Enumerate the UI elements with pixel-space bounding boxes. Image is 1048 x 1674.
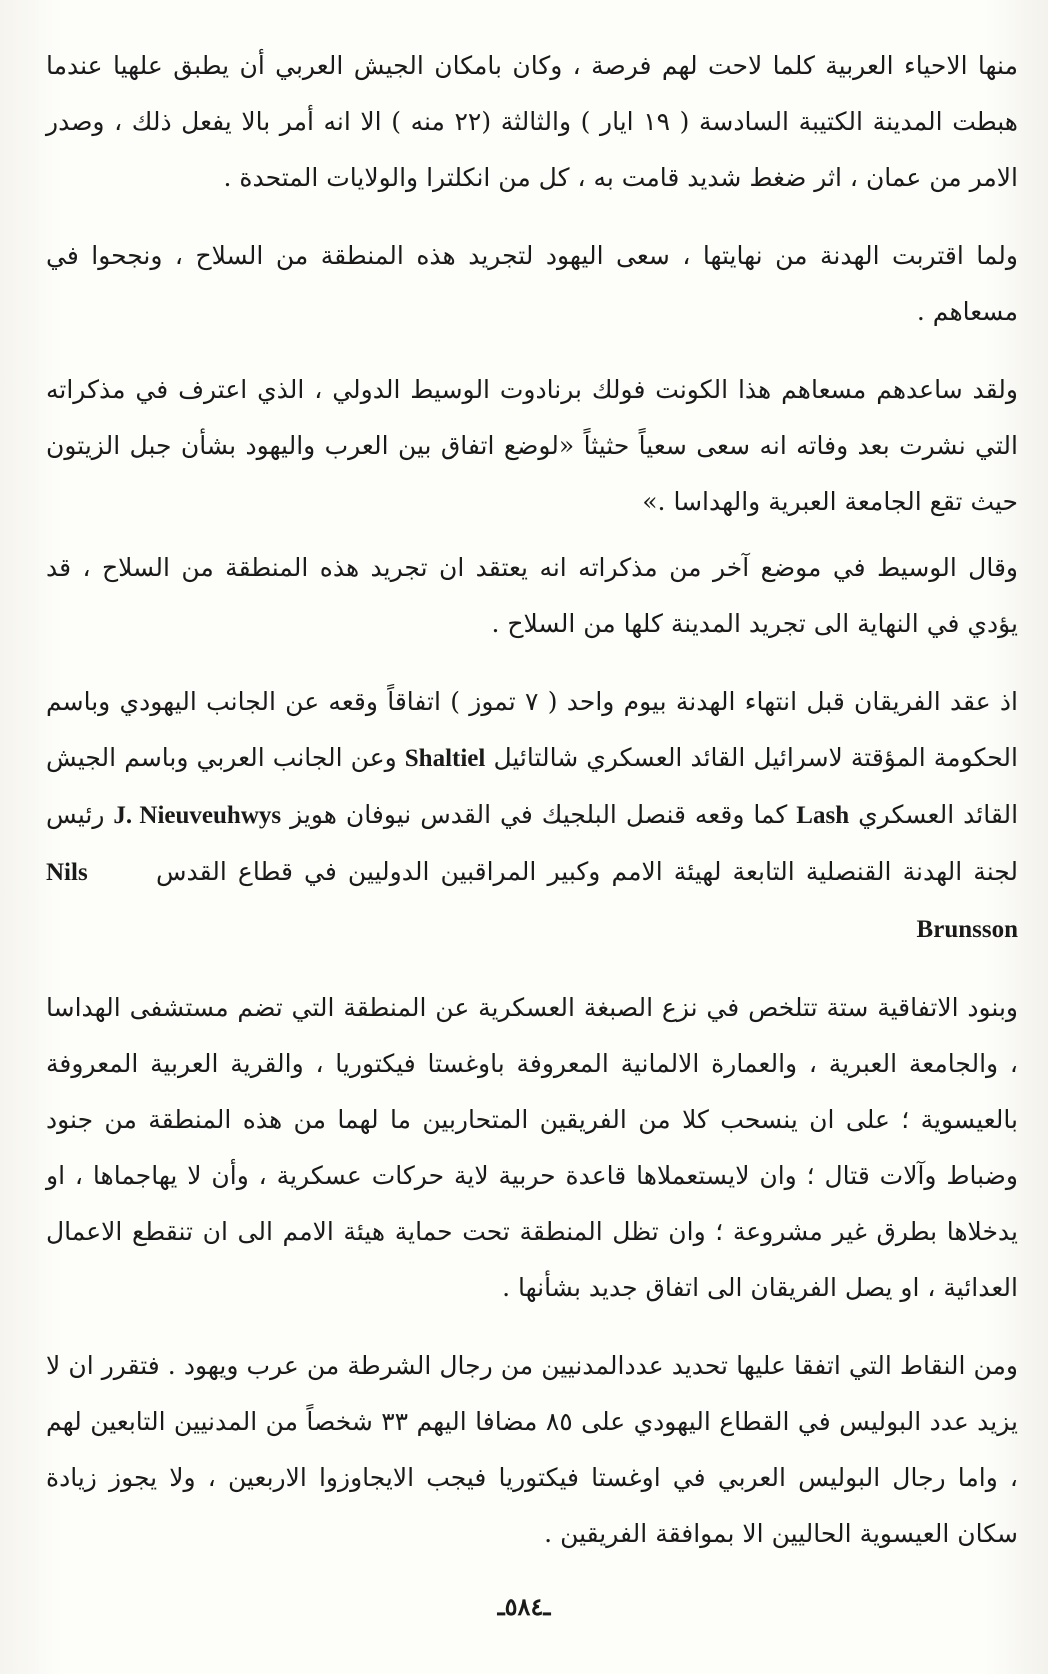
name-lash: Lash [796, 802, 850, 829]
paragraph-mediator: وقال الوسيط في موضع آخر من مذكراته انه يعتقد ان تجريد هذه المنطقة من السلاح ، قد يؤدي في النهاية الى تجريد المدينة كلها من السلاح . [46, 553, 1018, 638]
agreement-text-2: وعن الجانب العربي وباسم الجيش القائد العسكري [46, 743, 1019, 829]
name-nieuveuhwys: J. Nieuveuhwys [113, 802, 282, 829]
paragraph-police: ومن النقاط التي اتفقا عليها تحديد عددالمدنيين من رجال الشرطة من عرب ويهود . فتقرر ان لا يزيد عدد البوليس في القطاع اليهودي على ٨٥ مضافا اليهم ٣٣ شخصاً من المدنيين التابعين لهم ، واما رجال البوليس العربي في اوغستا فيكتوريا فيجب الايجاوزوا الاربعين ، ولا يجوز زيادة سكان العيسوية الحاليين الا بموافقة الفريقين . [46, 1351, 1018, 1548]
agreement-text-4: رئيس لجنة الهدنة القنصلية التابعة لهيئة الامم وكبير المراقبين الدوليين في قطاع القدس [46, 800, 1018, 886]
paragraph-terms: وبنود الاتفاقية ستة تتلخص في نزع الصبغة العسكرية عن المنطقة التي تضم مستشفى الهداسا ، والجامعة العبرية ، والعمارة الالمانية المعروفة باوغستا فيكتوريا ، والقرية العربية المعروفة بالعيسوية ؛ على ان ينسحب كلا من الفريقين المتحاربين ما لهما من هذه المنطقة من جنود وضباط وآلات قتال ؛ وان لايستعملاها قاعدة حربية لاية حركات عسكرية ، وأن لا يهاجماها ، او يدخلاها بطرق غير مشروعة ؛ وان تظل المنطقة تحت حماية هيئة الامم الى ان تنقطع الاعمال العدائية ، او يصل الفريقان الى اتفاق جديد بشأنها . [46, 993, 1018, 1302]
agreement-text-3: كما وقعه قنصل البلجيك في القدس نيوفان هويز [290, 800, 788, 829]
page-number: ـ٥٨٤ـ [497, 1592, 551, 1621]
paragraph-bernadotte: ولقد ساعدهم مسعاهم هذا الكونت فولك برنادوت الوسيط الدولي ، الذي اعترف في مذكراته التي نشرت بعد وفاته انه سعى سعياً حثيثاً «لوضع اتفاق بين العرب واليهود بشأن جبل الزيتون حيث تقع الجامعة العبرية والهداسا .» [46, 375, 1018, 516]
agreement-text-1: اذ عقد الفريقان قبل انتهاء الهدنة بيوم واحد ( ٧ تموز ) اتفاقاً وقعه عن الجانب اليهودي وباسم الحكومة المؤقتة لاسرائيل القائد العسكري شالتائيل [46, 687, 1018, 772]
paragraph-agreement [46, 674, 1018, 958]
paragraph-truce-end: ولما اقتربت الهدنة من نهايتها ، سعى اليهود لتجريد هذه المنطقة من السلاح ، ونجحوا في مسعاهم . [46, 241, 1018, 326]
paragraph-arab-army: منها الاحياء العربية كلما لاحت لهم فرصة ، وكان بامكان الجيش العربي أن يطبق علهيا عندما هبطت المدينة الكتيبة السادسة ( ١٩ ايار ) والثالثة (٢٢ منه ) الا انه أمر بالا يفعل ذلك ، وصدر الامر من عمان ، اثر ضغط شديد قامت به ، كل من انكلترا والولايات المتحدة . [46, 51, 1018, 192]
page-body-text [46, 38, 1018, 1562]
name-brunsson: Nils Brunsson [46, 859, 1018, 943]
name-shaltiel: Shaltiel [404, 745, 486, 772]
